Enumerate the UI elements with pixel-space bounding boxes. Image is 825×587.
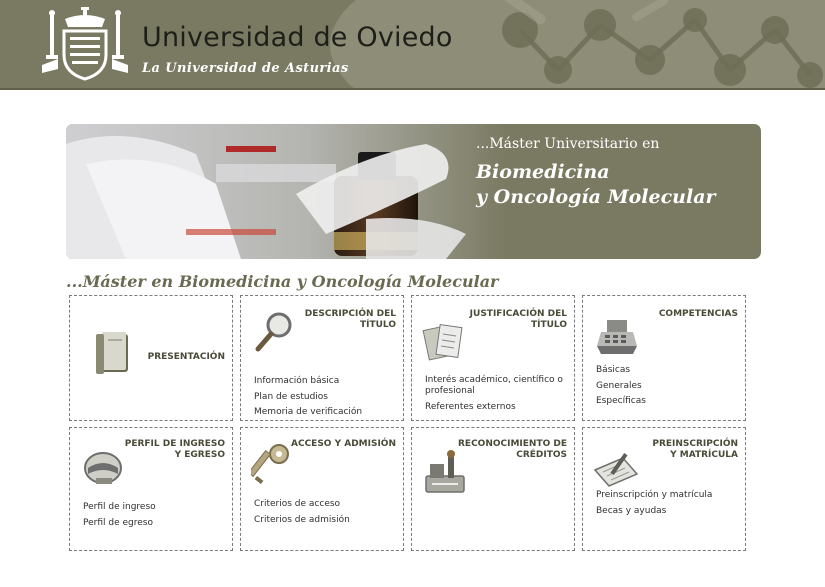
link-interes-academico[interactable]: Interés académico, científico o profesional [425,375,563,396]
link-plan-estudios[interactable]: Plan de estudios [254,391,328,402]
link-criterios-acceso[interactable]: Criterios de acceso [254,499,341,509]
magnifier-icon [253,310,295,354]
key-icon [251,442,293,490]
card-links [254,497,399,528]
card-title[interactable]: ACCESO Y ADMISIÓN [291,439,396,449]
banner-title-line1: Biomedicina [476,161,610,183]
cash-register-icon [593,316,641,356]
card-title[interactable]: PRESENTACIÓN [147,352,225,362]
card-justificacion-titulo[interactable] [411,295,575,421]
card-links [596,363,741,410]
card-preinscripcion-matricula[interactable] [582,427,746,551]
card-acceso-admision[interactable] [240,427,404,551]
card-title[interactable]: COMPETENCIAS [658,309,738,319]
helmet-icon [82,448,124,488]
banner-kicker: ...Máster Universitario en [476,136,660,152]
hero-banner [66,124,761,259]
banner-title-line2: y Oncología Molecular [476,186,716,208]
link-informacion-basica[interactable]: Información básica [254,376,340,386]
card-title[interactable]: PERFIL DE INGRESO Y EGRESO [124,439,225,460]
link-memoria-verificacion[interactable]: Memoria de verificación [254,407,363,417]
card-competencias[interactable] [582,295,746,421]
link-perfil-egreso[interactable]: Perfil de egreso [83,517,153,528]
university-subtitle: La Universidad de Asturias [142,61,349,76]
form-pen-icon [593,450,639,490]
lab-photo-image [66,124,506,259]
link-generales[interactable]: Generales [596,380,642,391]
university-name[interactable]: Universidad de Oviedo [142,22,453,53]
link-basicas[interactable]: Básicas [596,365,631,375]
section-title: ...Máster en Biomedicina y Oncología Molecular [66,272,499,291]
card-links [425,375,572,416]
molecule-decoration [480,0,825,90]
link-becas-ayudas[interactable]: Becas y ayudas [596,505,667,516]
documents-icon [422,322,466,362]
university-crest-icon [40,7,130,83]
card-title[interactable]: JUSTIFICACIÓN DEL TÍTULO [469,309,567,330]
link-preinscripcion-matricula[interactable]: Preinscripción y matrícula [596,490,713,500]
link-criterios-admision[interactable]: Criterios de admisión [254,514,350,525]
card-descripcion-titulo[interactable] [240,295,404,421]
card-perfil-ingreso-egreso[interactable] [69,427,233,551]
link-referentes-externos[interactable]: Referentes externos [425,402,516,412]
banner-title [476,160,716,210]
link-especificas[interactable]: Específicas [596,396,646,406]
link-perfil-ingreso[interactable]: Perfil de ingreso [83,502,156,512]
card-links [83,500,228,531]
card-links [254,374,399,421]
book-icon [94,328,132,376]
card-reconocimiento-creditos[interactable] [411,427,575,551]
card-title[interactable]: RECONOCIMIENTO DE CRÉDITOS [458,439,567,460]
card-presentacion[interactable] [69,295,233,421]
card-title[interactable]: PREINSCRIPCIÓN Y MATRÍCULA [652,439,738,460]
card-title[interactable]: DESCRIPCIÓN DEL TÍTULO [304,309,396,330]
site-header [0,0,825,90]
header-bottom-strip [0,88,825,90]
card-links [596,488,741,519]
